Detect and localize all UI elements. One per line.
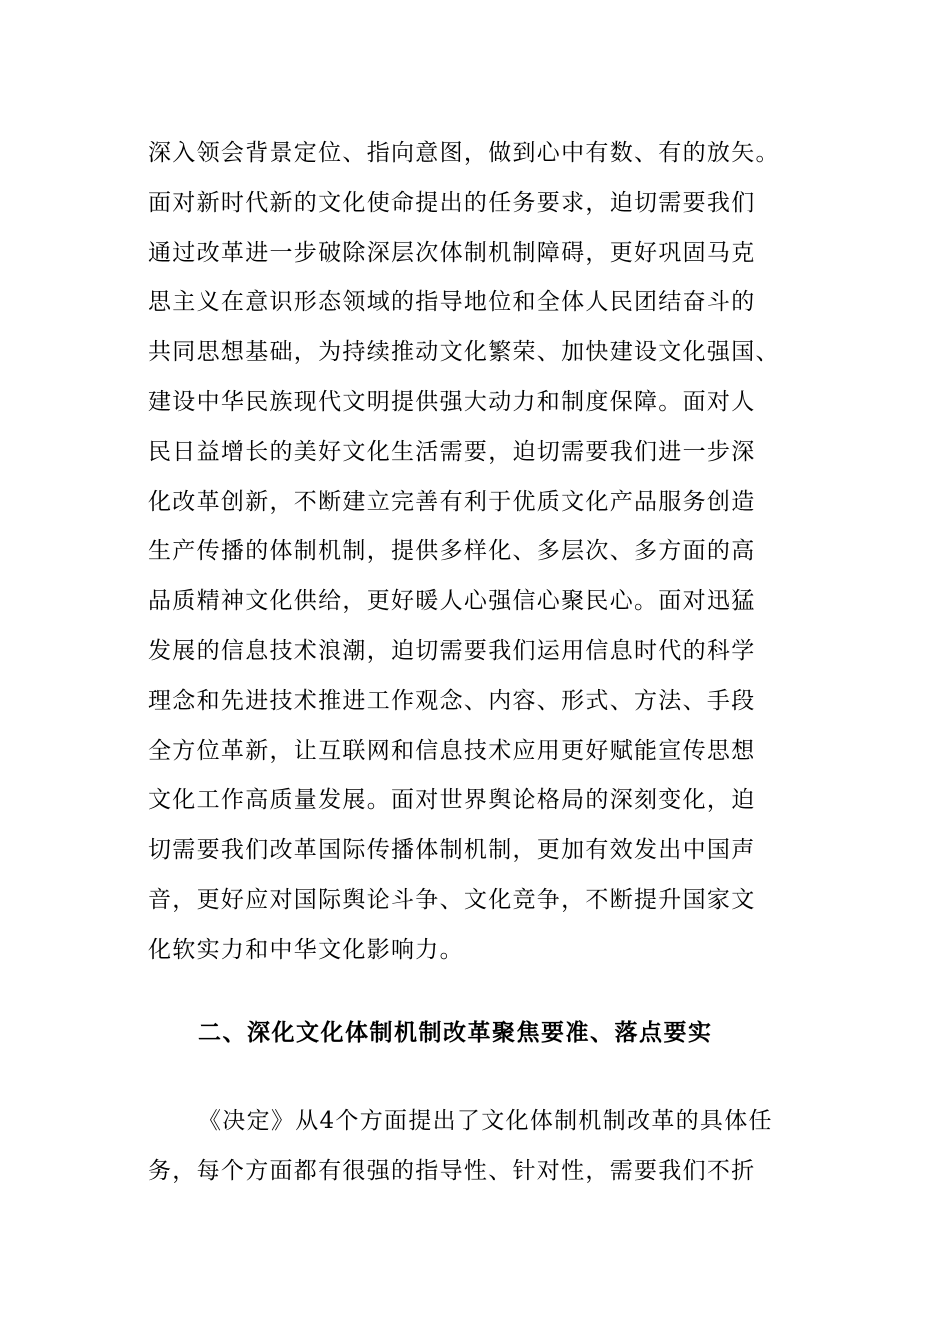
text-line: 建设中华民族现代文明提供强大动力和制度保障。面对人 <box>148 388 756 415</box>
text-line: 音，更好应对国际舆论斗争、文化竞争，不断提升国家文 <box>148 886 756 913</box>
text-line: 思主义在意识形态领域的指导地位和全体人民团结奋斗的 <box>148 289 756 316</box>
text-line: 化软实力和中华文化影响力。 <box>148 936 464 963</box>
text-line: 《决定》从4个方面提出了文化体制机制改革的具体任 <box>198 1108 773 1134</box>
text-line: 文化工作高质量发展。面对世界舆论格局的深刻变化，迫 <box>148 787 756 814</box>
text-line: 民日益增长的美好文化生活需要，迫切需要我们进一步深 <box>148 438 756 465</box>
text-line: 深入领会背景定位、指向意图，做到心中有数、有的放矢。 <box>148 140 780 166</box>
text-line: 化改革创新，不断建立完善有利于优质文化产品服务创造 <box>148 488 756 515</box>
paragraph-continuation <box>148 129 813 976</box>
text-line: 面对新时代新的文化使命提出的任务要求，迫切需要我们 <box>148 189 756 216</box>
text-line: 务，每个方面都有很强的指导性、针对性，需要我们不折 <box>148 1157 756 1184</box>
text-line: 共同思想基础，为持续推动文化繁荣、加快建设文化强国、 <box>148 339 780 366</box>
text-line: 生产传播的体制机制，提供多样化、多层次、多方面的高 <box>148 538 756 565</box>
text-line: 通过改革进一步破除深层次体制机制障碍，更好巩固马克 <box>148 239 756 266</box>
paragraph-section-two <box>148 1097 813 1197</box>
text-line: 全方位革新，让互联网和信息技术应用更好赋能宣传思想 <box>148 737 756 764</box>
text-line: 品质精神文化供给，更好暖人心强信心聚民心。面对迅猛 <box>148 588 756 615</box>
text-line: 理念和先进技术推进工作观念、内容、形式、方法、手段 <box>148 687 756 714</box>
text-line: 发展的信息技术浪潮，迫切需要我们运用信息时代的科学 <box>148 637 756 664</box>
text-line: 切需要我们改革国际传播体制机制，更加有效发出中国声 <box>148 837 756 864</box>
section-heading: 二、深化文化体制机制改革聚焦要准、落点要实 <box>198 1019 713 1046</box>
